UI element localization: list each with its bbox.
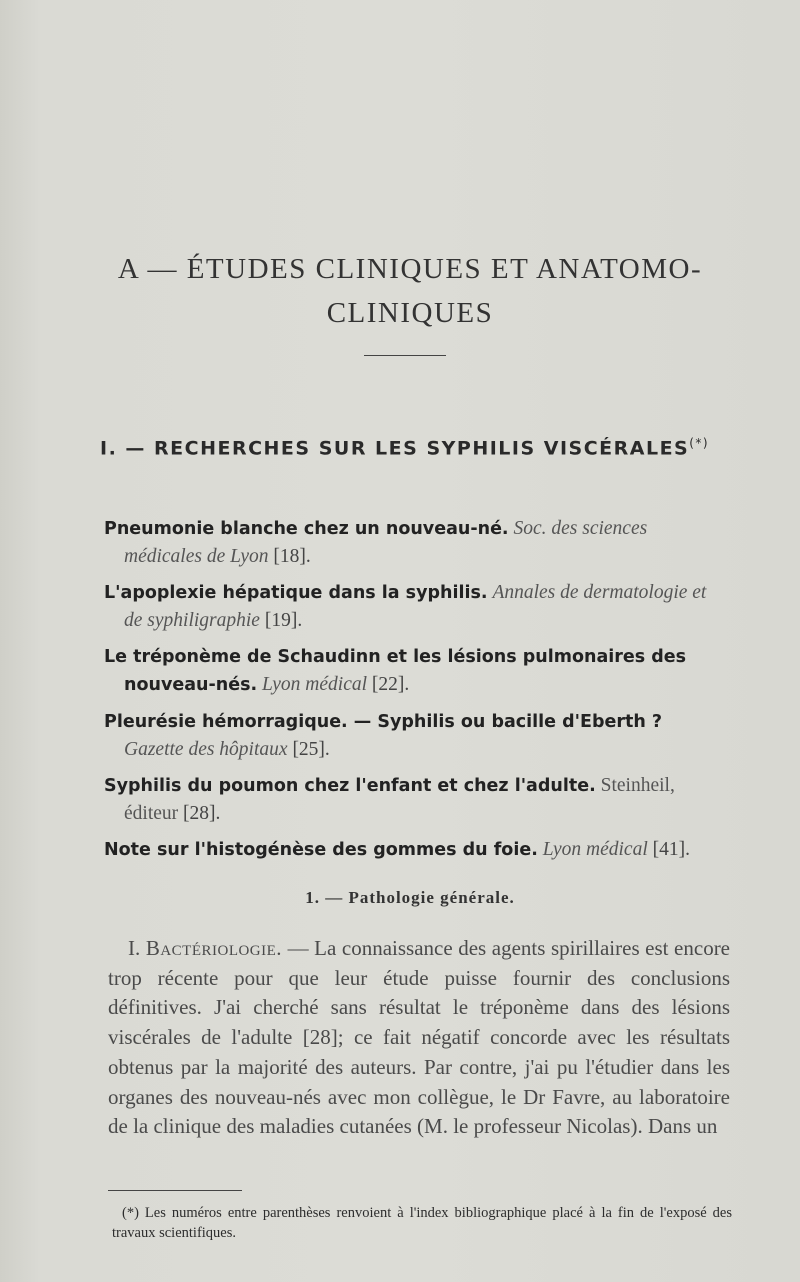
reference-source: Soc. des sciences médicales de Lyon — [124, 518, 648, 567]
footnote: (*) Les numéros entre parenthèses renvoient à l'index bibliographique placé à la fin de l'exposé des travaux scientifiques. — [112, 1205, 732, 1241]
reference-source: Gazette des hôpitaux — [124, 739, 288, 760]
reference-publisher: Steinheil, éditeur — [124, 775, 675, 824]
reference-item — [104, 708, 726, 763]
reference-number: [25]. — [292, 739, 330, 760]
reference-source: Lyon médical — [542, 839, 648, 860]
reference-item — [104, 643, 726, 699]
reference-title: Pneumonie blanche chez un nouveau-né. — [104, 519, 509, 539]
reference-list — [104, 515, 726, 873]
reference-item — [104, 772, 726, 827]
reference-item — [104, 579, 726, 634]
paragraph-text: — La connaissance des agents spirillaires est encore trop récente pour que leur étude puisse fournir des conclusions définitives. J'ai cherché sans résultat le tréponème dans des lésions viscérales de l'adulte [28]; ce fait négatif concorde avec les résultats obtenus par la majorité des auteurs. Par contre, j'ai pu l'étudier dans les organes des nouveau-nés avec mon collègue, le Dr Favre, au laboratoire de la clinique des maladies cutanées (M. le professeur Nicolas). Dans un — [108, 936, 731, 1139]
chapter-title-line-1: A — ÉTUDES CLINIQUES ET ANATOMO- — [117, 253, 703, 285]
reference-number: [22]. — [371, 674, 410, 695]
reference-source: Annales de dermatologie et de syphiligraphie — [124, 582, 707, 631]
reference-number: [18]. — [273, 546, 311, 567]
reference-title: Syphilis du poumon chez l'enfant et chez l'adulte. — [104, 776, 596, 796]
subsection-heading: 1. — Pathologie générale. — [305, 888, 515, 907]
section-footnote-mark: (*) — [689, 436, 710, 450]
reference-number: [19]. — [264, 610, 303, 631]
reference-title: Note sur l'histogénèse des gommes du foie. — [104, 840, 538, 860]
section-heading-text: I. — RECHERCHES SUR LES SYPHILIS VISCÉRALES — [100, 437, 690, 460]
paragraph-lead: I. — [128, 936, 141, 960]
footnote-divider — [108, 1190, 242, 1191]
reference-title: Pleurésie hémorragique. — Syphilis ou bacille d'Eberth ? — [104, 712, 663, 732]
body-paragraph — [108, 934, 730, 1142]
paragraph-keyword: Bactériologie. — [145, 936, 283, 960]
reference-number: [28]. — [183, 803, 221, 824]
reference-title: Le tréponème de Schaudinn et les lésions pulmonaires des nouveau-nés. — [104, 647, 687, 695]
reference-number: [41]. — [652, 839, 690, 860]
reference-item — [104, 515, 726, 570]
section-heading — [100, 436, 740, 459]
reference-source: Lyon médical — [262, 674, 368, 695]
chapter-title-line-2: CLINIQUES — [326, 297, 494, 329]
reference-item — [104, 836, 726, 864]
title-divider — [364, 355, 446, 356]
reference-title: L'apoplexie hépatique dans la syphilis. — [104, 583, 488, 603]
